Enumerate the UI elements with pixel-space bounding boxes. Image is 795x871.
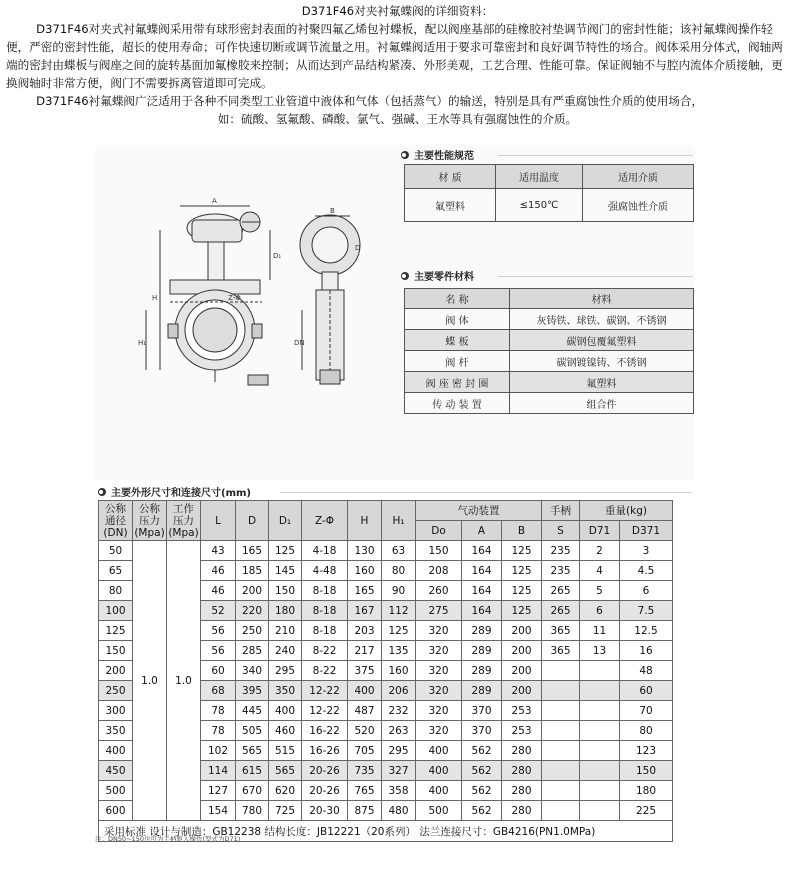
- table-cell: 480: [382, 801, 416, 821]
- table-cell: 60: [201, 661, 236, 681]
- table-cell: 208: [416, 561, 462, 581]
- intro-paragraph-2a: D371F46衬氟蝶阀广泛适用于各种不同类型工业管道中液体和气体（包括蒸气）的输送，特别是具有严重腐蚀性介质的使用场合，: [36, 94, 704, 108]
- table-cell: 400: [416, 781, 462, 801]
- table-cell: [542, 721, 580, 741]
- table-cell: [542, 761, 580, 781]
- table-cell: 705: [348, 741, 382, 761]
- parts-header-name: 名 称: [405, 289, 510, 309]
- table-cell: 565: [236, 741, 269, 761]
- table-cell: 260: [416, 581, 462, 601]
- table-cell: 154: [201, 801, 236, 821]
- table-cell: 145: [269, 561, 302, 581]
- table-cell: 200: [502, 621, 542, 641]
- table-cell: 7.5: [620, 601, 673, 621]
- table-cell: 13: [580, 641, 620, 661]
- table-cell: 68: [201, 681, 236, 701]
- table-cell: 400: [348, 681, 382, 701]
- table-cell: 365: [542, 621, 580, 641]
- table-cell: 620: [269, 781, 302, 801]
- table-cell: 253: [502, 721, 542, 741]
- table-cell: 80: [382, 561, 416, 581]
- table-cell: [542, 781, 580, 801]
- table-cell: 150: [269, 581, 302, 601]
- table-cell: [542, 701, 580, 721]
- table-cell: 395: [236, 681, 269, 701]
- table-cell: 12.5: [620, 621, 673, 641]
- table-cell: 320: [416, 721, 462, 741]
- table-cell: 8-18: [302, 621, 348, 641]
- table-row: [99, 541, 673, 561]
- perf-temp: ≤150℃: [496, 189, 583, 222]
- header-pn: 公称 压力 (Mpa): [134, 502, 165, 539]
- table-cell: 2: [580, 541, 620, 561]
- header-d71: D71: [580, 521, 620, 541]
- table-cell: 185: [236, 561, 269, 581]
- table-cell: 160: [382, 661, 416, 681]
- section-bullet-icon: [97, 487, 107, 497]
- perf-material: 氟塑料: [405, 189, 496, 222]
- table-cell: 165: [236, 541, 269, 561]
- table-row: 阀 杆 碳钢镀镍铸、不锈钢: [405, 351, 694, 372]
- table-cell: 263: [382, 721, 416, 741]
- table-cell: 8-18: [302, 601, 348, 621]
- table-row: 阀 体 灰铸铁、球铁、碳钢、不锈钢: [405, 309, 694, 330]
- table-cell: 235: [542, 561, 580, 581]
- table-cell: 780: [236, 801, 269, 821]
- table-cell: 63: [382, 541, 416, 561]
- table-cell: 327: [382, 761, 416, 781]
- table-cell: [542, 661, 580, 681]
- table-cell: 46: [201, 581, 236, 601]
- table-cell: 217: [348, 641, 382, 661]
- table-cell: [542, 801, 580, 821]
- table-cell: 90: [382, 581, 416, 601]
- table-row: 传 动 装 置 组合件: [405, 393, 694, 414]
- table-cell: 340: [236, 661, 269, 681]
- cell-dn: 100: [99, 601, 133, 621]
- table-cell: 11: [580, 621, 620, 641]
- dim-label-d: D: [355, 244, 361, 252]
- cell-dn: 250: [99, 681, 133, 701]
- header-d1: D₁: [269, 501, 302, 541]
- table-cell: 78: [201, 701, 236, 721]
- table-cell: 20-26: [302, 761, 348, 781]
- cell-dn: 125: [99, 621, 133, 641]
- table-cell: 240: [269, 641, 302, 661]
- cell-nominal-pressure: 1.0: [133, 541, 167, 821]
- table-cell: [580, 761, 620, 781]
- cell-dn: 200: [99, 661, 133, 681]
- header-d371: D371: [620, 521, 673, 541]
- header-working-pressure: 工作 压力 (Mpa): [168, 502, 199, 539]
- table-cell: 562: [462, 761, 502, 781]
- table-cell: 165: [348, 581, 382, 601]
- performance-divider: [498, 155, 693, 156]
- header-h: H: [348, 501, 382, 541]
- header-pneumatic: 气动装置: [416, 501, 542, 521]
- table-cell: 220: [236, 601, 269, 621]
- table-cell: 370: [462, 721, 502, 741]
- table-cell: 3: [620, 541, 673, 561]
- table-cell: 289: [462, 681, 502, 701]
- table-cell: 400: [416, 761, 462, 781]
- table-cell: 280: [502, 781, 542, 801]
- cell-dn: 80: [99, 581, 133, 601]
- intro-text: [6, 2, 789, 128]
- table-cell: 102: [201, 741, 236, 761]
- table-cell: 125: [269, 541, 302, 561]
- table-cell: [542, 681, 580, 701]
- table-cell: 6: [580, 601, 620, 621]
- table-cell: 275: [416, 601, 462, 621]
- table-cell: 562: [462, 741, 502, 761]
- table-cell: 765: [348, 781, 382, 801]
- dimensions-table: [98, 500, 673, 842]
- header-l: L: [201, 501, 236, 541]
- table-cell: [580, 661, 620, 681]
- table-cell: 200: [502, 641, 542, 661]
- cell-dn: 150: [99, 641, 133, 661]
- table-cell: 4-18: [302, 541, 348, 561]
- table-cell: [542, 741, 580, 761]
- table-cell: 16: [620, 641, 673, 661]
- table-cell: 320: [416, 681, 462, 701]
- table-cell: 725: [269, 801, 302, 821]
- table-cell: 520: [348, 721, 382, 741]
- table-cell: 125: [502, 581, 542, 601]
- table-cell: 130: [348, 541, 382, 561]
- table-cell: 320: [416, 621, 462, 641]
- cell-working-pressure: 1.0: [167, 541, 201, 821]
- table-cell: 150: [416, 541, 462, 561]
- table-cell: 80: [620, 721, 673, 741]
- table-cell: 375: [348, 661, 382, 681]
- table-cell: 515: [269, 741, 302, 761]
- table-cell: 210: [269, 621, 302, 641]
- table-cell: 125: [502, 601, 542, 621]
- table-cell: 289: [462, 661, 502, 681]
- table-cell: 500: [416, 801, 462, 821]
- table-cell: 460: [269, 721, 302, 741]
- table-cell: 12-22: [302, 701, 348, 721]
- table-cell: 56: [201, 641, 236, 661]
- table-cell: 125: [502, 541, 542, 561]
- table-cell: 123: [620, 741, 673, 761]
- header-weight: 重量(kg): [580, 501, 673, 521]
- table-cell: 253: [502, 701, 542, 721]
- table-cell: 4.5: [620, 561, 673, 581]
- table-cell: 60: [620, 681, 673, 701]
- cell-dn: 600: [99, 801, 133, 821]
- table-cell: 125: [502, 561, 542, 581]
- table-cell: 125: [382, 621, 416, 641]
- table-cell: 8-22: [302, 641, 348, 661]
- table-cell: 365: [542, 641, 580, 661]
- parts-heading: 主要零件材料: [400, 268, 474, 283]
- table-cell: 225: [620, 801, 673, 821]
- table-cell: 43: [201, 541, 236, 561]
- header-z-phi: Z-Φ: [302, 501, 348, 541]
- intro-paragraph-2b: 如：硫酸、氢氟酸、磷酸、氯气、强碱、王水等具有强腐蚀性的介质。: [217, 112, 578, 126]
- table-cell: 203: [348, 621, 382, 641]
- table-cell: [580, 681, 620, 701]
- table-cell: 164: [462, 581, 502, 601]
- table-cell: 562: [462, 781, 502, 801]
- table-cell: [580, 721, 620, 741]
- table-cell: [580, 801, 620, 821]
- dim-label-h1: H₁: [138, 339, 147, 347]
- table-cell: 280: [502, 741, 542, 761]
- header-dn: 公称 通径 (DN): [99, 501, 133, 541]
- table-cell: 250: [236, 621, 269, 641]
- header-do: Do: [416, 521, 462, 541]
- table-cell: 320: [416, 701, 462, 721]
- table-cell: 295: [269, 661, 302, 681]
- table-cell: 206: [382, 681, 416, 701]
- table-cell: 4-48: [302, 561, 348, 581]
- table-cell: 114: [201, 761, 236, 781]
- cell-dn: 500: [99, 781, 133, 801]
- dim-label-a: A: [212, 197, 217, 205]
- table-cell: 150: [620, 761, 673, 781]
- header-handle: 手柄: [542, 501, 580, 521]
- parts-table: [404, 288, 694, 414]
- table-cell: 285: [236, 641, 269, 661]
- dims-heading: 主要外形尺寸和连接尺寸(mm): [97, 484, 251, 499]
- table-cell: 12-22: [302, 681, 348, 701]
- table-cell: 167: [348, 601, 382, 621]
- table-cell: 16-26: [302, 741, 348, 761]
- cell-dn: 50: [99, 541, 133, 561]
- dim-label-h: H: [152, 294, 158, 302]
- cell-dn: 400: [99, 741, 133, 761]
- table-cell: 265: [542, 581, 580, 601]
- perf-header-temp: 适用温度: [496, 165, 583, 189]
- table-cell: 875: [348, 801, 382, 821]
- section-bullet-icon: [400, 271, 410, 281]
- table-cell: 735: [348, 761, 382, 781]
- table-row: 蝶 板 碳钢包覆氟塑料: [405, 330, 694, 351]
- header-b: B: [502, 521, 542, 541]
- performance-table: [404, 164, 694, 222]
- dims-divider: [280, 492, 692, 493]
- table-cell: 6: [620, 581, 673, 601]
- table-cell: 487: [348, 701, 382, 721]
- cell-dn: 450: [99, 761, 133, 781]
- table-cell: [580, 781, 620, 801]
- table-cell: 670: [236, 781, 269, 801]
- table-cell: 5: [580, 581, 620, 601]
- perf-medium: 强腐蚀性介质: [583, 189, 694, 222]
- table-cell: 112: [382, 601, 416, 621]
- table-cell: 180: [620, 781, 673, 801]
- table-cell: 562: [462, 801, 502, 821]
- cell-dn: 65: [99, 561, 133, 581]
- table-cell: 56: [201, 621, 236, 641]
- header-d: D: [236, 501, 269, 541]
- parts-divider: [498, 276, 693, 277]
- table-cell: 200: [502, 681, 542, 701]
- table-cell: 48: [620, 661, 673, 681]
- table-cell: 127: [201, 781, 236, 801]
- table-cell: 505: [236, 721, 269, 741]
- table-cell: 289: [462, 621, 502, 641]
- perf-header-medium: 适用介质: [583, 165, 694, 189]
- table-cell: 78: [201, 721, 236, 741]
- parts-header-material: 材料: [510, 289, 694, 309]
- dim-label-d1: D₁: [273, 252, 282, 260]
- header-s: S: [542, 521, 580, 541]
- table-cell: 280: [502, 801, 542, 821]
- dim-label-z-phi: Z-Φ: [228, 294, 241, 302]
- perf-header-material: 材 质: [405, 165, 496, 189]
- table-cell: 295: [382, 741, 416, 761]
- table-cell: 400: [269, 701, 302, 721]
- table-cell: 8-18: [302, 581, 348, 601]
- table-cell: 164: [462, 541, 502, 561]
- table-cell: 4: [580, 561, 620, 581]
- table-cell: 200: [236, 581, 269, 601]
- table-cell: 46: [201, 561, 236, 581]
- table-cell: 320: [416, 641, 462, 661]
- table-cell: 289: [462, 641, 502, 661]
- table-cell: 400: [416, 741, 462, 761]
- table-cell: 350: [269, 681, 302, 701]
- intro-title: D371F46对夹衬氟蝶阀的详细资料：: [301, 4, 494, 18]
- cell-dn: 350: [99, 721, 133, 741]
- standards-footer: 采用标准 设计与制造：GB12238 结构长度：JB12221（20系列） 法兰连接尺寸：GB4216(PN1.0MPa): [99, 821, 673, 842]
- valve-drawing: [130, 190, 395, 410]
- intro-paragraph-1: D371F46对夹式衬氟蝶阀采用带有球形密封表面的衬聚四氟乙烯包衬蝶板，配以阀座基部的硅橡胶衬垫调节阀门的密封性能；该衬氟蝶阀操作轻便，严密的密封性能，超长的使用寿命；可作快速切断或调节流量之用。衬氟蝶阀适用于要求可靠密封和良好调节特性的场合。阀体采用分体式，阀轴两端的密封由蝶板与阀座之间的旋转基面加氟橡胶来控制；从而达到产品结构紧凑、外形美观，工艺合理、性能可靠。保证阀轴不与腔内流体介质接触，更换阀轴时非常方便，阀门不需要拆离管道即可完成。: [6, 22, 783, 90]
- table-cell: 160: [348, 561, 382, 581]
- table-cell: 615: [236, 761, 269, 781]
- table-cell: 232: [382, 701, 416, 721]
- table-cell: [580, 701, 620, 721]
- table-cell: [580, 741, 620, 761]
- table-cell: 8-22: [302, 661, 348, 681]
- performance-heading: 主要性能规范: [400, 147, 474, 162]
- table-cell: 164: [462, 601, 502, 621]
- table-cell: 135: [382, 641, 416, 661]
- header-a: A: [462, 521, 502, 541]
- table-cell: 280: [502, 761, 542, 781]
- table-cell: 320: [416, 661, 462, 681]
- table-cell: 235: [542, 541, 580, 561]
- table-cell: 445: [236, 701, 269, 721]
- table-cell: 180: [269, 601, 302, 621]
- table-cell: 358: [382, 781, 416, 801]
- header-h1: H₁: [382, 501, 416, 541]
- table-cell: 370: [462, 701, 502, 721]
- cell-dn: 300: [99, 701, 133, 721]
- table-cell: 20-26: [302, 781, 348, 801]
- table-cell: 565: [269, 761, 302, 781]
- dim-label-dn: DN: [294, 339, 305, 347]
- table-cell: 164: [462, 561, 502, 581]
- table-cell: 16-22: [302, 721, 348, 741]
- table-cell: 52: [201, 601, 236, 621]
- table-cell: 200: [502, 661, 542, 681]
- table-cell: 265: [542, 601, 580, 621]
- table-row: 阀 座 密 封 圈 氟塑料: [405, 372, 694, 393]
- section-bullet-icon: [400, 150, 410, 160]
- dim-label-b: B: [330, 207, 335, 215]
- footnote: 注：DN50~150也可为手柄驱入操作(型式为D71): [95, 835, 241, 843]
- table-cell: 70: [620, 701, 673, 721]
- table-cell: 20-30: [302, 801, 348, 821]
